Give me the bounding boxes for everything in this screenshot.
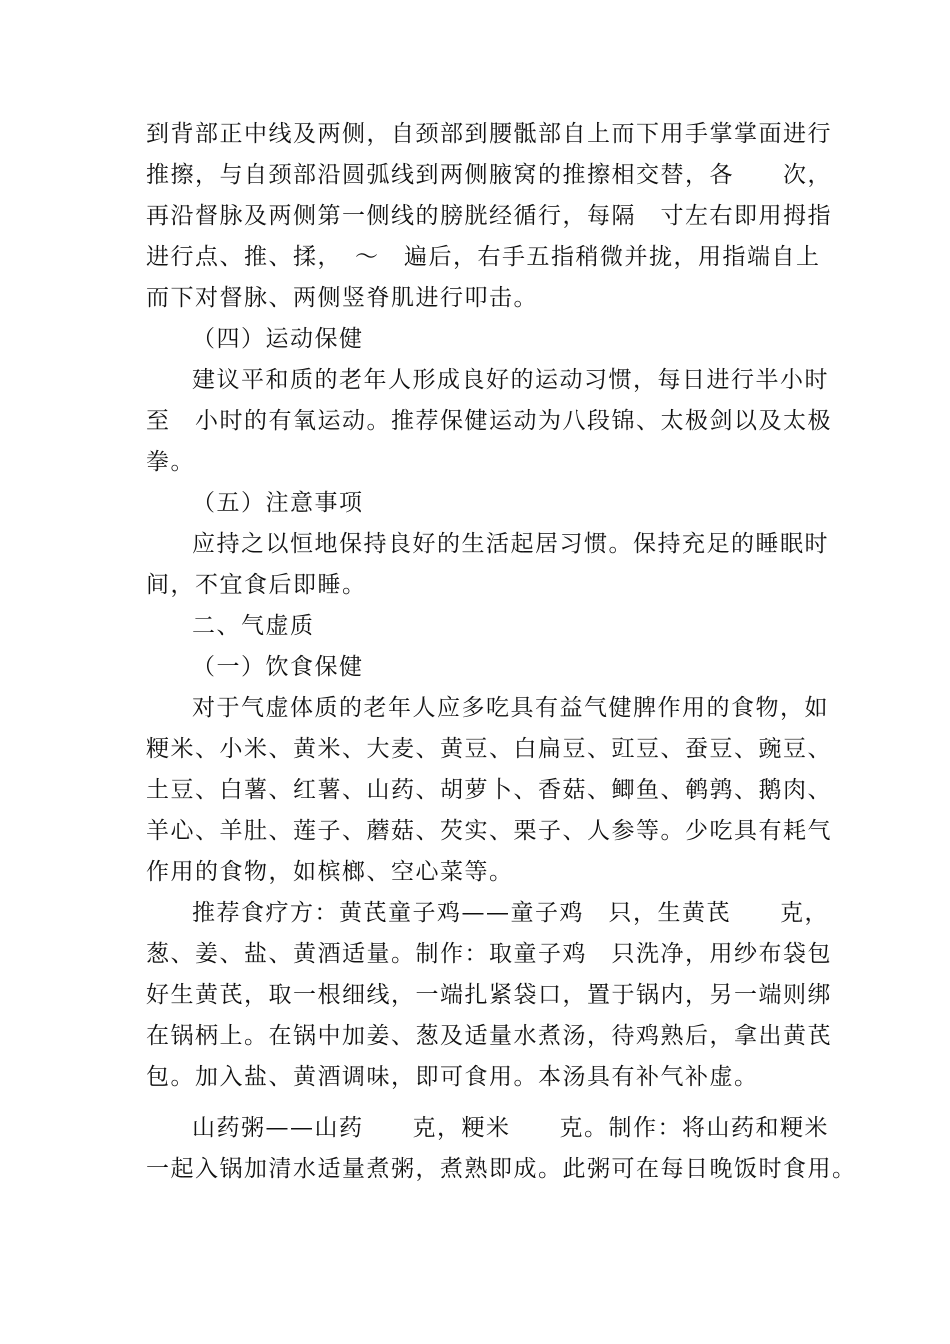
text-line: 山药粥——山药 克，粳米 克。制作：将山药和粳米 (192, 1115, 829, 1141)
text-line: 间，不宜食后即睡。 (146, 572, 367, 598)
text-line: 在锅柄上。在锅中加姜、葱及适量水煮汤，待鸡熟后，拿出黄芪 (146, 1023, 832, 1049)
text-line: 土豆、白薯、红薯、山药、胡萝卜、香菇、鲫鱼、鹌鹑、鹅肉、 (146, 777, 832, 803)
text-line: 好生黄芪，取一根细线，一端扎紧袋口，置于锅内，另一端则绑 (146, 982, 832, 1008)
text-line: 作用的食物，如槟榔、空心菜等。 (146, 859, 514, 885)
text-line: 而下对督脉、两侧竖脊肌进行叩击。 (146, 285, 538, 311)
text-line: 进行点、推、揉， ～ 遍后，右手五指稍微并拢，用指端自上 (146, 244, 821, 270)
text-line: 一起入锅加清水适量煮粥，煮熟即成。此粥可在每日晚饭时食用。 (146, 1156, 857, 1182)
text-line: 建议平和质的老年人形成良好的运动习惯，每日进行半小时 (192, 367, 829, 393)
section-heading: （四）运动保健 (192, 326, 364, 352)
text-line: 推荐食疗方：黄芪童子鸡——童子鸡 只，生黄芪 克， (192, 900, 829, 926)
text-line: 到背部正中线及两侧，自颈部到腰骶部自上而下用手掌掌面进行 (146, 121, 832, 147)
text-line: 葱、姜、盐、黄酒适量。制作：取童子鸡 只洗净，用纱布袋包 (146, 941, 832, 967)
text-line: 羊心、羊肚、莲子、蘑菇、芡实、栗子、人参等。少吃具有耗气 (146, 818, 832, 844)
text-line: 推擦，与自颈部沿圆弧线到两侧腋窝的推擦相交替，各 次， (146, 162, 832, 188)
text-line: 再沿督脉及两侧第一侧线的膀胱经循行，每隔 寸左右即用拇指 (146, 203, 832, 229)
text-line: 拳。 (146, 449, 195, 475)
section-heading: （五）注意事项 (192, 490, 364, 516)
chapter-heading: 二、气虚质 (192, 613, 315, 639)
text-line: 包。加入盐、黄酒调味，即可食用。本汤具有补气补虚。 (146, 1064, 759, 1090)
text-line: 粳米、小米、黄米、大麦、黄豆、白扁豆、豇豆、蚕豆、豌豆、 (146, 736, 832, 762)
text-line: 对于气虚体质的老年人应多吃具有益气健脾作用的食物，如 (192, 695, 829, 721)
text-line: 应持之以恒地保持良好的生活起居习惯。保持充足的睡眠时 (192, 531, 829, 557)
section-heading: （一）饮食保健 (192, 654, 364, 680)
text-line: 至 小时的有氧运动。推荐保健运动为八段锦、太极剑以及太极 (146, 408, 832, 434)
